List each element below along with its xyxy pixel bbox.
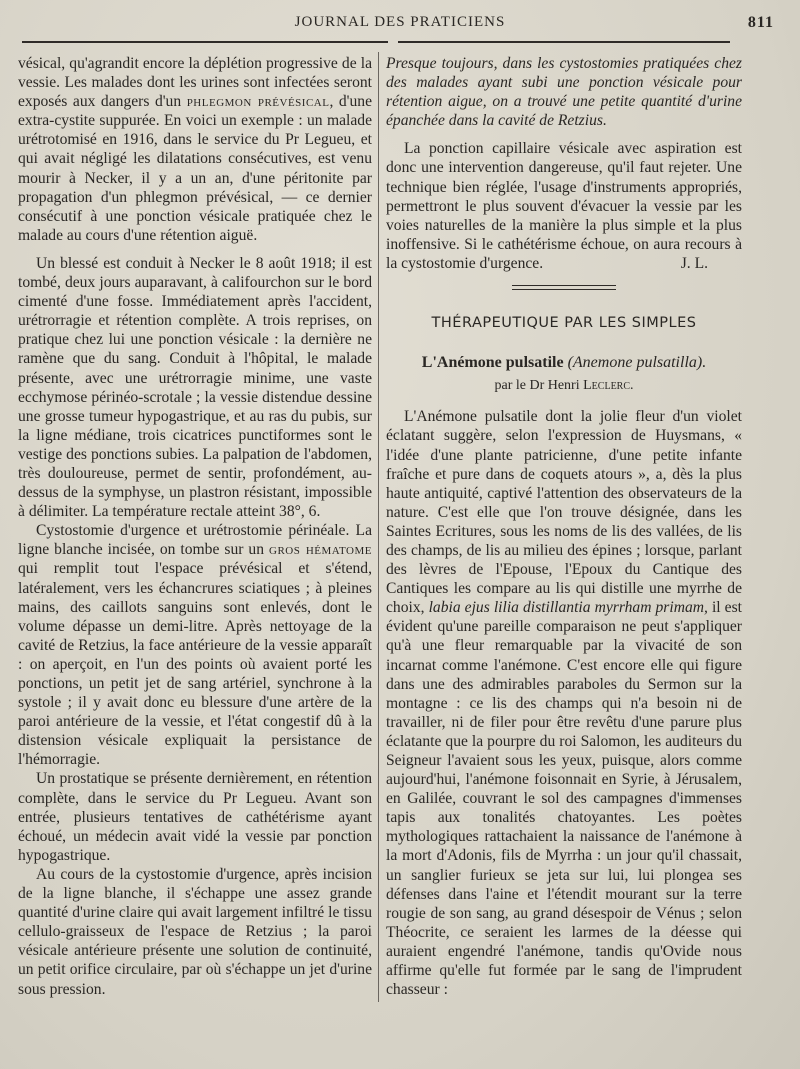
running-header	[20, 14, 780, 34]
left-column	[18, 54, 372, 999]
paragraph: Au cours de la cystostomie d'urgence, après incision de la ligne blanche, il s'échappe une assez grande quantité d'urine claire qui avait largement infiltré le tissu cellulo-graisseux de l'espace de Retzius ; la paroi vésicale antérieure présente une solution de continuité, un petit orifice circulaire, par où s'échappe un jet d'urine sous pression.	[18, 865, 372, 998]
signature: J. L.	[680, 254, 708, 272]
latin-quote: labia ejus lilia distillantia myrrham primam,	[428, 599, 708, 617]
paragraph: La ponction capillaire vésicale avec aspiration est donc une intervention dangereuse, qu'il faut rejeter. Une technique bien réglée, l'usage d'instruments appropriés, permettront le plus souvent d'évacuer la vessie par les voies naturelles de la manière la plus simple et la plus inoffensive. Si le cathétérisme échoue, on aura recours à la cystostomie d'urgence. J. L.	[386, 140, 742, 272]
small-caps-term: gros hématome	[269, 541, 372, 559]
section-title: THÉRAPEUTIQUE PAR LES SIMPLES	[431, 315, 697, 332]
right-column	[386, 54, 742, 999]
page-number: 811	[747, 14, 774, 31]
byline: par le Dr Henri Leclerc.	[494, 378, 634, 394]
header-rule-right	[398, 41, 730, 43]
section-divider	[512, 285, 616, 286]
header-rule-left	[22, 41, 388, 43]
italic-paragraph: Presque toujours, dans les cystostomies pratiquées chez des malades ayant subi une ponction vésicale pour rétention aigue, on a trouvé une petite quantité d'urine épanchée dans la cavité de Retzius.	[386, 55, 742, 130]
journal-title: JOURNAL DES PRATICIENS	[294, 14, 506, 30]
paragraph: Un prostatique se présente dernièrement, en rétention complète, dans le service du Pr Legueu. Avant son entrée, plusieurs tentatives de cathétérisme ayant échoué, un médecin avait vidé la vessie par ponction hypogastrique.	[18, 770, 372, 864]
paragraph: Un blessé est conduit à Necker le 8 août 1918; il est tombé, deux jours auparavant, à califourchon sur le bord cimenté d'une fosse. Immédiatement après l'accident, urétrorragie et rétention complète. A trois reprises, on pratique chez lui une ponction vésicale : la dernière ne ramène que du sang. Conduit à l'hôpital, le malade présente, avec une urétrorragie minime, une vaste ecchymose périnéo-scrotale ; la vessie distendue dessine une grosse tumeur hypogastrique, et au ras du pubis, sur la ligne médiane, trois cicatrices punctiformes sont le vestige des ponctions subies. La palpation de l'abdomen, très douloureuse, permet de sentir, profondément, au-dessus de la symphyse, un plastron résistant, impossible à délimiter. La température rectale atteint 38°, 6.	[18, 254, 372, 521]
article-title: L'Anémone pulsatile (Anemone pulsatilla).	[421, 354, 707, 372]
section-divider	[512, 289, 616, 290]
column-divider	[378, 52, 379, 1002]
paragraph: L'Anémone pulsatile dont la jolie fleur d'un violet éclatant suggère, selon l'expression de Huysmans, « l'idée d'une plante patricienne, d'une petite infante fraîche et pure dans de coquets atours », a, dès la plus haute antiquité, captivé l'attention des observateurs de la nature. C'est elle que l'on trouve désignée, dans les Saintes Ecritures, sous les noms de lis des vallées, de lis des champs, de lis au milieu des épines ; lorsque, parlant des lèvres de l'Epouse, l'Epoux du Cantique des Cantiques les compare au lis qui distille une myrrhe de choix, labia ejus lilia distillantia myrrham primam, il est évident qu'une pareille comparaison ne peut s'appliquer qu'à une fleur remarquable par la vivacité de son incarnat comme l'anémone. C'est encore elle qui figure dans une des admirables paraboles du Sermon sur la montagne : ce lis des champs qui n'a besoin ni de travailler, ni de filer pour être revêtu d'une parure plus éclatante que la pourpre du roi Salomon, les auditeurs du Seigneur l'avaient sous les yeux, puisque, alors comme aujourd'hui, l'anémone foisonnait en Syrie, à Jérusalem, en Galilée, couvrant le sol des campagnes d'immenses tapis aux tonalités chatoyantes. Les poètes mythologiques rattachaient la naissance de l'anémone à la mort d'Adonis, fils de Myrrha : un jour qu'il chassait, un sanglier furieux se jeta sur lui, lui plongea ses défenses dans l'aine et l'étendit mourant sur la terre rougie de son sang, au grand désespoir de Vénus ; selon Théocrite, ce seraient les larmes de la déesse qui auraient engendré l'anémone, tandis qu'Ovide nous affirme qu'elle fut formée par le sang de l'imprudent chasseur :	[386, 408, 742, 999]
paragraph: Cystostomie d'urgence et urétrostomie périnéale. La ligne blanche incisée, on tombe sur un gros hématome qui remplit tout l'espace prévésical et s'étend, latéralement, vers les échancrures sciatiques ; à pleines mains, des caillots sanguins sont enlevés, dont le volume dépasse un demi-litre. Après nettoyage de la cavité de Retzius, la face antérieure de la vessie apparaît : on aperçoit, en l'un des points où avaient porté les ponctions, un petit jet de sang artériel, synchrone à la systole ; il y avait donc eu blessure d'une artère de la paroi antérieure de la vessie, et l'état congestif dû à la distension vésicale expliquait la persistance de l'hémorragie.	[18, 522, 372, 769]
small-caps-term: phlegmon prévésical	[186, 93, 330, 111]
paragraph: vésical, qu'agrandit encore la déplétion progressive de la vessie. Les malades dont les urines sont infectées seront exposés aux dangers d'un phlegmon prévésical, d'une extra-cystite suppurée. En voici un exemple : un malade urétrotomisé en 1916, dans le service du Pr Legueu, et qui avait négligé les dilatations consécutives, est venu mourir à Necker, il y a un an, d'une péritonite par propagation d'un phlegmon prévésical, — ce dernier consécutif à une ponction vésicale pratiquée chez le malade au cours d'une rétention aiguë.	[18, 55, 372, 244]
